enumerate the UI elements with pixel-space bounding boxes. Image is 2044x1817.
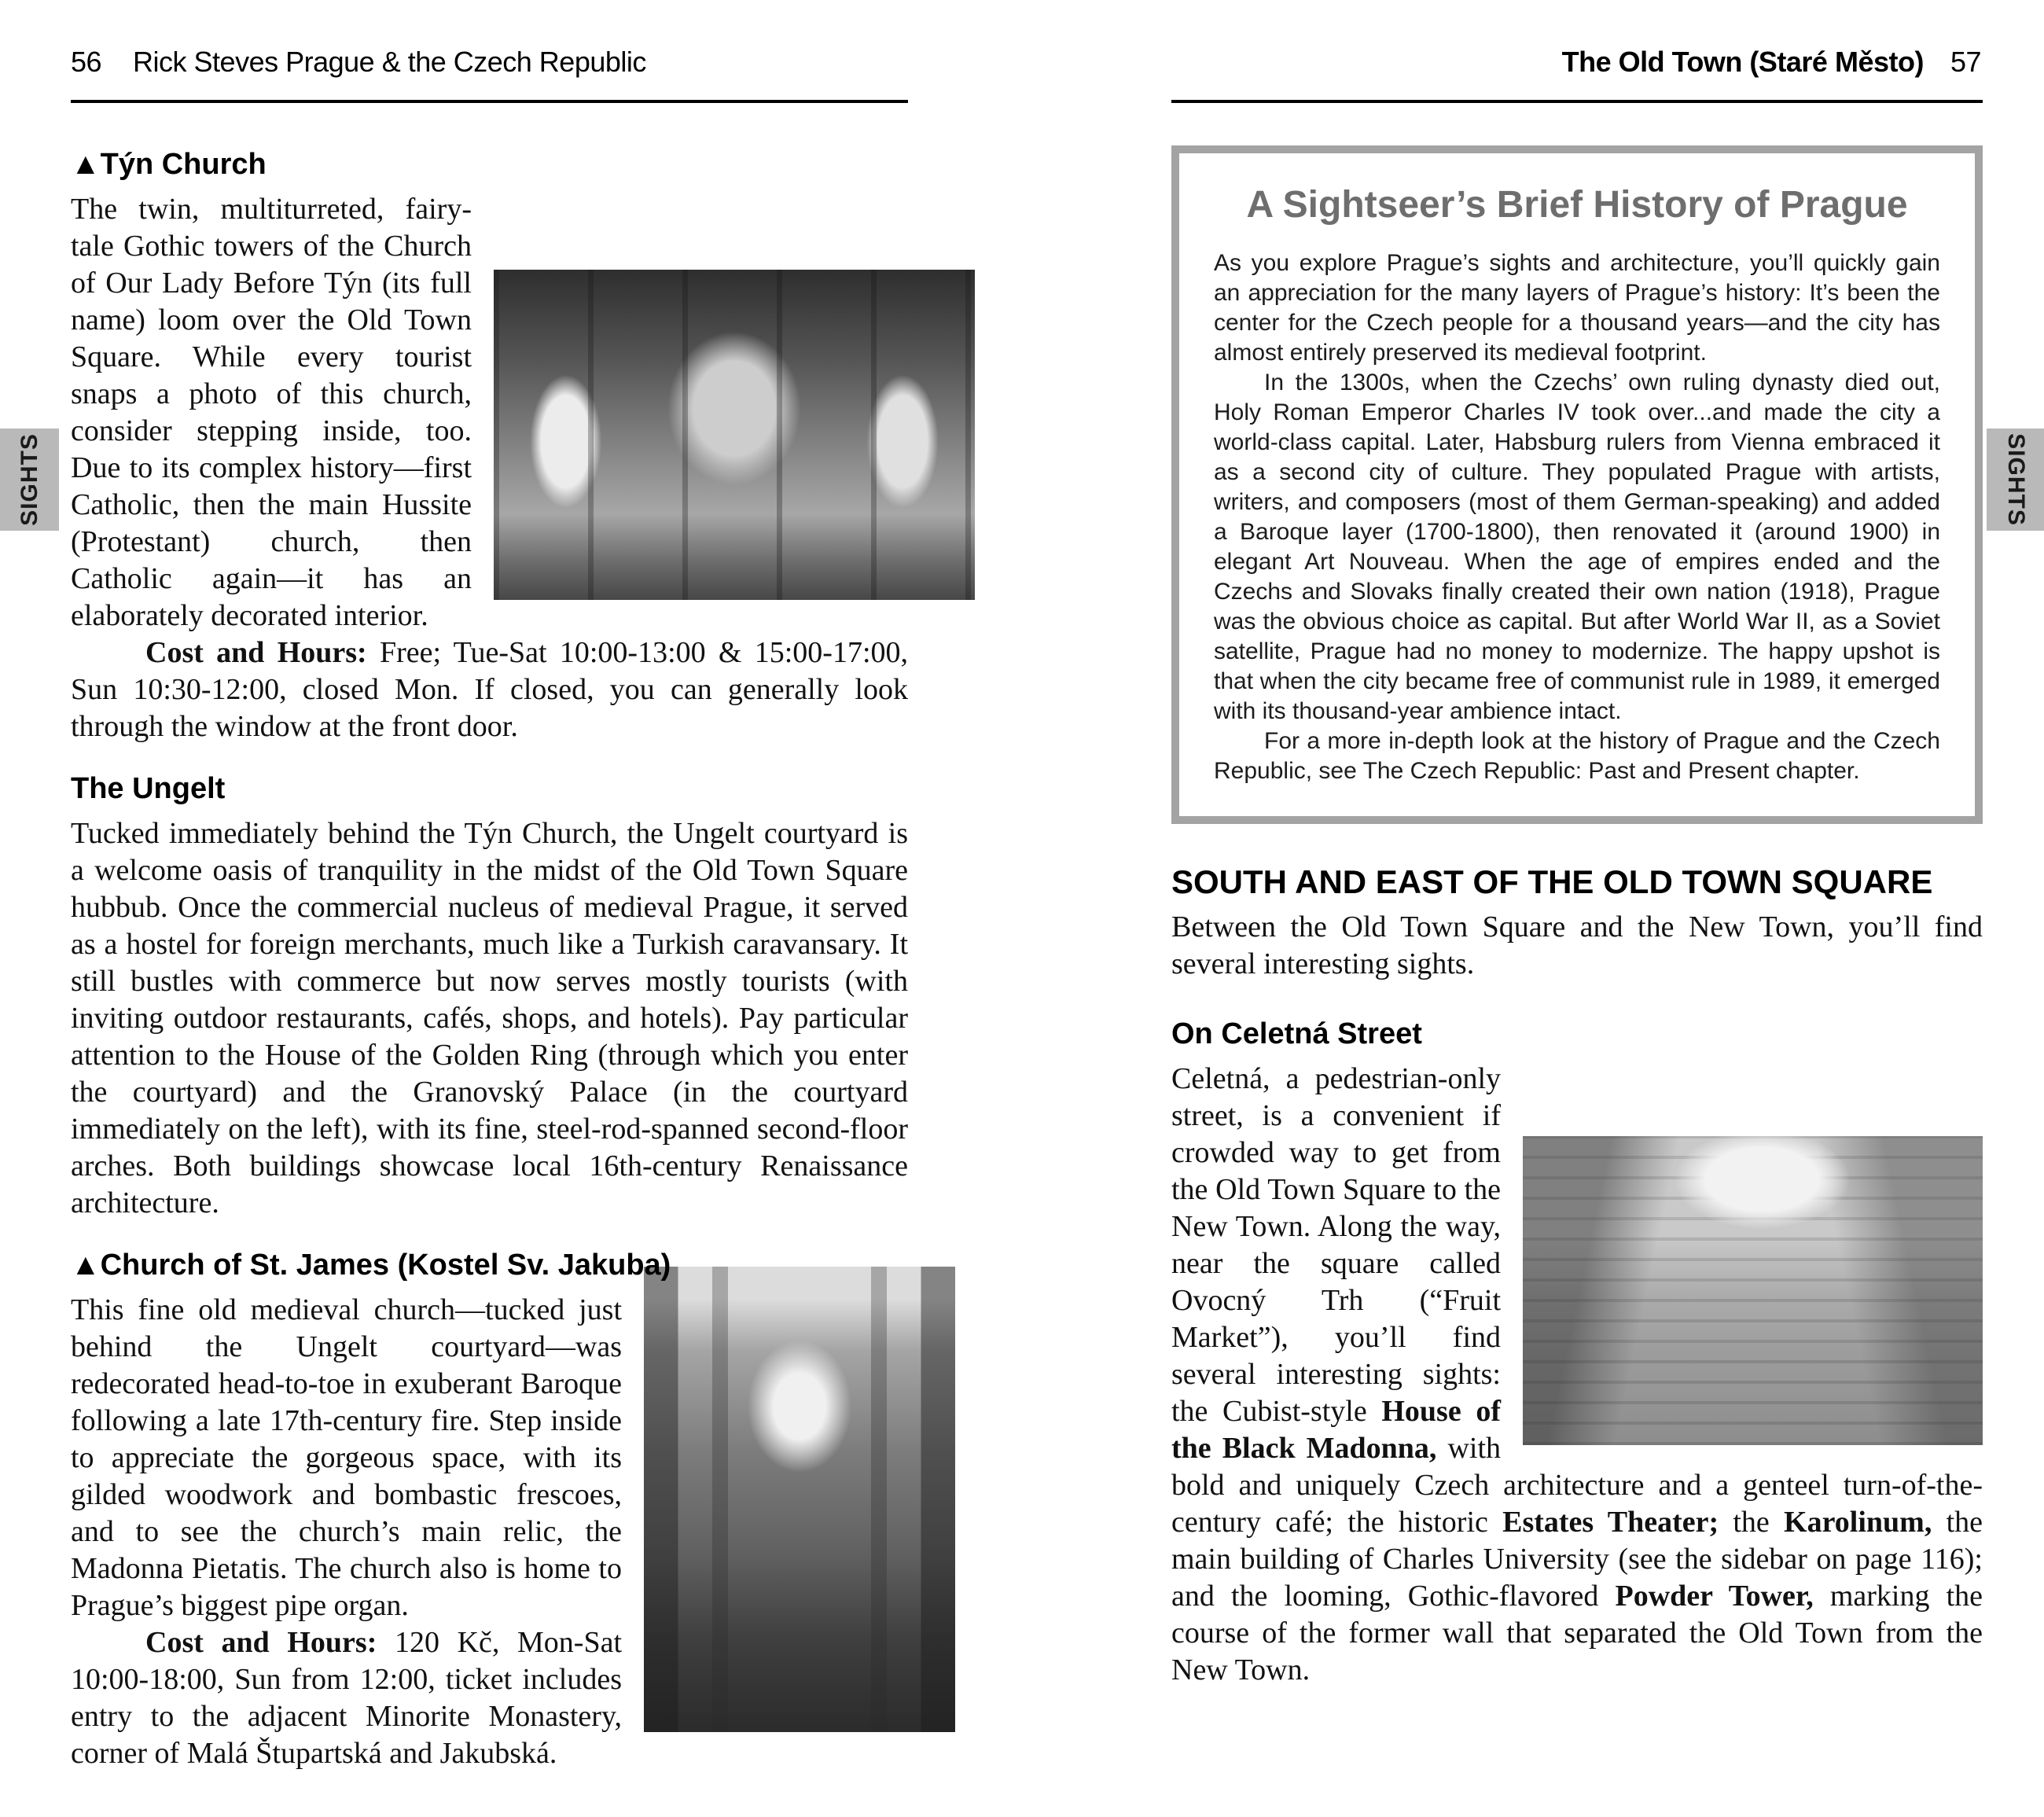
st-james-heading: ▲Church of St. James (Kostel Sv. Jakuba) xyxy=(71,1249,671,1282)
left-page-number: 56 xyxy=(71,46,102,78)
right-page-header xyxy=(1562,46,1981,79)
history-sidebar-box xyxy=(1171,145,1983,824)
st-james-photo xyxy=(644,1267,955,1732)
left-header-rule xyxy=(71,100,908,103)
left-page-header xyxy=(71,46,646,79)
left-page-header-title: Rick Steves Prague & the Czech Republic xyxy=(133,46,646,78)
right-page-column xyxy=(1171,145,1983,1689)
south-east-intro: Between the Old Town Square and the New Town, you’ll find several interesting sights. xyxy=(1171,910,1983,980)
st-james-text: This fine old medieval church—tucked just behind the Ungelt courtyard—was redecorated head-to-toe in exuberant Baroque following a late 17th-century fire. Step inside to appreciate the gorgeous space, with its gilded woodwork and bombastic frescoes, and to see the church’s main relic, the Madonna Pietatis. The church also is home to Prague’s biggest pipe organ. xyxy=(71,1293,622,1622)
tyn-church-paragraph xyxy=(71,191,908,634)
ungelt-heading: The Ungelt xyxy=(71,772,226,805)
tyn-cost-hours-paragraph: Cost and Hours: Free; Tue-Sat 10:00-13:00 & 15:00-17:00, Sun 10:30-12:00, closed Mon. If closed, you can generally look through the window at the front door. xyxy=(71,636,908,743)
sights-tab-left xyxy=(0,429,59,531)
celetna-text: Celetná, a pedestrian-only street, is a convenient if crowded way to get from the Old Town Square to the New Town. Along the way, near the square called Ovocný Trh (“Fruit Market”), you’ll find several interesting sights: the Cubist-style House of the Black Madonna, with bold and uniquely Czech architecture and a genteel turn-of-the-century café; the historic Estates Theater; the Karolinum, the main building of Charles University (see the sidebar on page 116); and the looming, Gothic-flavored Powder Tower, marking the course of the former wall that separated the Old Town from the New Town. xyxy=(1171,1062,1983,1686)
south-east-heading: SOUTH AND EAST OF THE OLD TOWN SQUARE xyxy=(1171,863,1933,900)
right-header-rule xyxy=(1171,100,1983,103)
history-box-title: A Sightseer’s Brief History of Prague xyxy=(1246,184,1908,226)
spacer xyxy=(1171,983,1983,1017)
sights-tab-left-label: SIGHTS xyxy=(16,433,42,526)
history-box-paragraph-3: For a more in-depth look at the history of Prague and the Czech Republic, see The Czech Republic: Past and Present chapter. xyxy=(1214,728,1940,784)
tyn-church-photo xyxy=(494,270,975,600)
celetna-paragraph xyxy=(1171,1061,1983,1689)
celetna-street-photo xyxy=(1523,1136,1983,1445)
sights-tab-right-label: SIGHTS xyxy=(2002,433,2029,526)
ungelt-paragraph: Tucked immediately behind the Týn Church, the Ungelt courtyard is a welcome oasis of tranquility in the midst of the Old Town Square hubbub. Once the commercial nucleus of medieval Prague, it served as a hostel for foreign merchants, much like a Turkish caravansary. It still bustles with commerce but now serves mostly tourists (with inviting outdoor restaurants, cafés, shops, and hotels). Pay particular attention to the House of the Golden Ring (through which you enter the courtyard) and the Granovský Palace (in the courtyard immediately on the left), with its fine, steel-rod-spanned second-floor arches. Both buildings showcase local 16th-century Renaissance architecture. xyxy=(71,817,908,1219)
tyn-church-text: The twin, multiturreted, fairy-tale Gothic towers of the Church of Our Lady Before Týn (its full name) loom over the Old Town Square. While every tourist snaps a photo of this church, consider stepping inside, too. Due to its complex history—first Catholic, then the main Hussite (Protestant) church, then Catholic again—it has an elaborately decorated interior. xyxy=(71,193,472,632)
history-box-paragraph-1: As you explore Prague’s sights and architecture, you’ll quickly gain an appreciation for the many layers of Prague’s history: It’s been the center for the Czech people for a thousand years—and the city has almost entirely preserved its medieval footprint. xyxy=(1214,250,1940,366)
right-page-number: 57 xyxy=(1950,46,1981,78)
celetna-heading: On Celetná Street xyxy=(1171,1017,1422,1050)
st-james-cost-hours-paragraph: Cost and Hours: 120 Kč, Mon-Sat 10:00-18:00, Sun from 12:00, ticket includes entry to the adjacent Minorite Monastery, corner of Malá Štupartská and Jakubská. xyxy=(71,1626,623,1770)
history-box-paragraph-2: In the 1300s, when the Czechs’ own ruling dynasty died out, Holy Roman Emperor Charles IV took over...and made the city a world-class capital. Later, Habsburg rulers from Vienna embraced it as a second city of culture. They populated Prague with artists, writers, and composers (most of them German-speaking) and added a Baroque layer (1700-1800), then renovated it (around 1900) in elegant Art Nouveau. When the age of empires ended and the Czechs and Slovaks finally created their own nation (1918), Prague was the obvious choice as capital. But after World War II, as a Soviet satellite, Prague had no money to modernize. The happy upshot is that when the city became free of communist rule in 1989, it emerged with its thousand-year ambience intact. xyxy=(1214,370,1940,724)
sights-tab-right xyxy=(1987,429,2044,531)
right-page-header-title: The Old Town (Staré Město) xyxy=(1561,46,1924,78)
tyn-church-heading: ▲Týn Church xyxy=(71,148,267,181)
left-page-column xyxy=(71,148,908,1772)
st-james-paragraph xyxy=(71,1292,908,1624)
